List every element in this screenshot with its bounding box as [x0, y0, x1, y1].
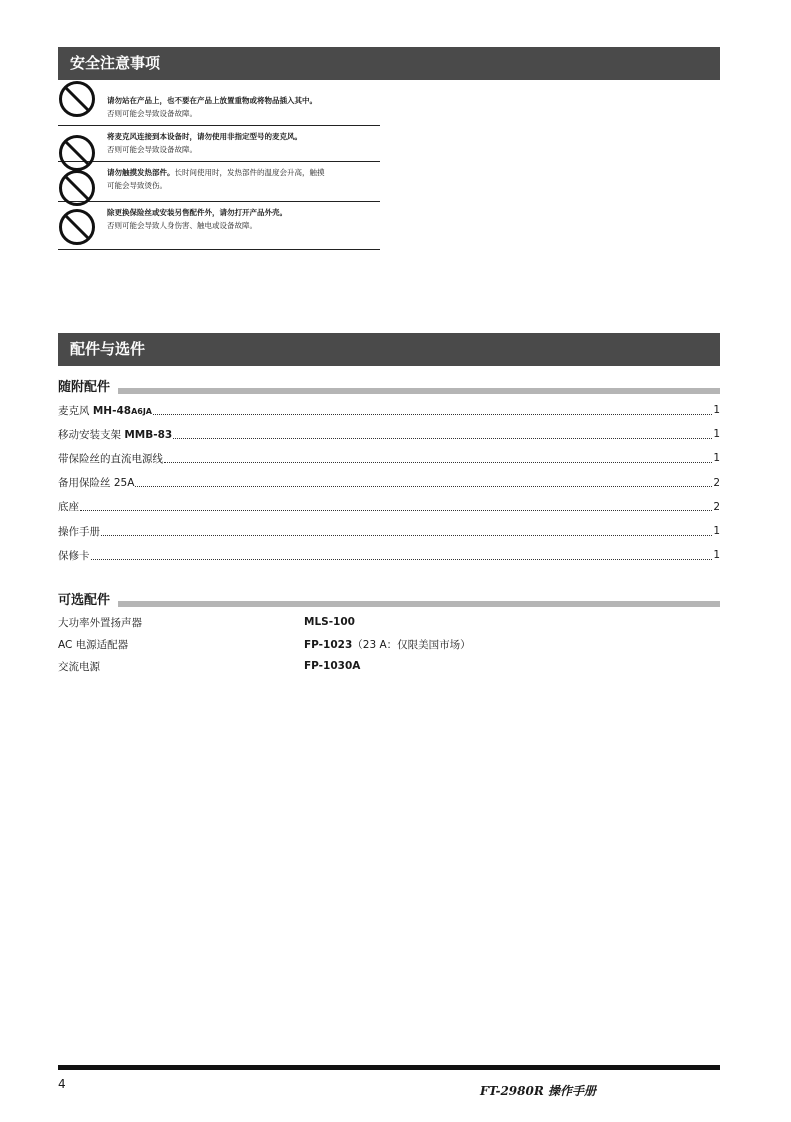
document-title: FT-2980R 操作手册 — [480, 1084, 596, 1098]
safety-item — [58, 202, 380, 250]
list-item: 带保险丝的直流电源线 1 — [58, 452, 720, 465]
list-item: 大功率外置扬声器 MLS-100 — [58, 616, 355, 629]
list-item: 移动安装支架 MMB-83 1 — [58, 428, 720, 441]
safety-list — [58, 80, 380, 250]
heading-rule — [118, 388, 720, 394]
footer-rule — [58, 1065, 720, 1070]
optional-list — [58, 611, 720, 677]
safety-text: 将麦克风连接到本设备时，请勿使用非指定型号的麦克风。 否则可能会导致设备故障。 — [107, 132, 302, 154]
safety-item — [58, 162, 380, 202]
prohibition-icon — [58, 208, 96, 246]
list-item: 保修卡 1 — [58, 549, 720, 562]
optional-heading — [58, 593, 720, 609]
list-item: AC 电源适配器 FP-1023（23 A：仅限美国市场） — [58, 638, 471, 651]
heading-rule — [118, 601, 720, 607]
list-item: 操作手册 1 — [58, 525, 720, 538]
list-item: 底座 2 — [58, 500, 720, 514]
safety-text: 除更换保险丝或安装另售配件外，请勿打开产品外壳。 否则可能会导致人身伤害、触电或设备故障。 — [107, 208, 287, 230]
safety-text: 请勿触摸发热部件。长时间使用时，发热部件的温度会升高，触摸 可能会导致烫伤。 — [107, 168, 325, 190]
list-item: 麦克风 MH-48A6JA 1 — [58, 404, 720, 417]
prohibition-icon — [58, 80, 96, 118]
included-heading-label: 随附配件 — [58, 380, 111, 395]
accessories-title: 配件与选件 — [70, 340, 146, 358]
list-item: 交流电源 FP-1030A — [58, 660, 361, 673]
safety-title: 安全注意事项 — [70, 54, 161, 72]
safety-section-header — [58, 47, 720, 80]
included-list — [58, 398, 720, 567]
safety-item — [58, 126, 380, 162]
accessories-section-header — [58, 333, 720, 366]
safety-item — [58, 80, 380, 126]
safety-text: 请勿站在产品上，也不要在产品上放置重物或将物品插入其中。 否则可能会导致设备故障。 — [107, 96, 317, 118]
list-item: 备用保险丝 25A 2 — [58, 476, 720, 490]
included-heading — [58, 380, 720, 396]
page-number: 4 — [58, 1077, 66, 1091]
optional-heading-label: 可选配件 — [58, 593, 111, 608]
